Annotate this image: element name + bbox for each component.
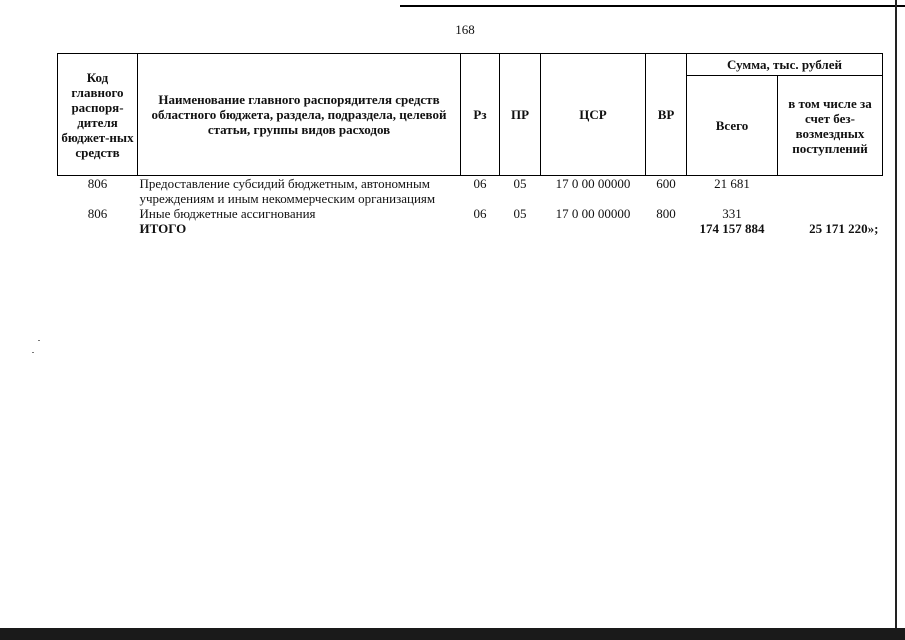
cell-name: Иные бюджетные ассигнования (139, 206, 316, 221)
scan-speck (32, 352, 34, 353)
cell-pr: 05 (513, 206, 527, 221)
header-incl: в том числе за счет без-возмездных поступлений (778, 76, 883, 176)
table-row (58, 176, 883, 207)
total-sum: 174 157 884 (699, 221, 765, 236)
cell-rz: 06 (473, 176, 487, 191)
cell-rz: 06 (473, 206, 487, 221)
cell-csr: 17 0 00 00000 (555, 176, 631, 191)
cell-pr: 05 (513, 176, 527, 191)
scan-bottom-border (0, 628, 905, 640)
cell-total: 21 681 (714, 176, 750, 191)
scan-speck (38, 340, 40, 341)
header-code: Код главного распоря-дителя бюджет-ных средств (58, 54, 138, 176)
header-sum: Сумма, тыс. рублей (687, 54, 883, 76)
total-label: ИТОГО (139, 221, 187, 236)
cell-vr: 600 (656, 176, 676, 191)
table-row (58, 206, 883, 221)
right-edge (895, 0, 897, 635)
header-total: Всего (687, 76, 778, 176)
cell-total: 331 (722, 206, 742, 221)
cell-code: 806 (87, 206, 108, 221)
page-number: 168 (455, 22, 475, 37)
header-pr: ПР (500, 54, 541, 176)
cell-name: Предоставление субсидий бюджетным, автономным учреждениям и иным некоммерческим организациям (139, 176, 436, 206)
total-incl: 25 171 220»; (809, 221, 879, 236)
header-name: Наименование главного распорядителя средств областного бюджета, раздела, подраздела, целевой статьи, группы видов расходов (138, 54, 461, 176)
cell-vr: 800 (656, 206, 676, 221)
cell-csr: 17 0 00 00000 (555, 206, 631, 221)
header-vr: ВР (646, 54, 687, 176)
total-row (58, 221, 883, 236)
cell-incl (778, 206, 883, 221)
cell-incl (778, 176, 883, 207)
header-rz: Рз (461, 54, 500, 176)
budget-table (57, 53, 883, 236)
header-csr: ЦСР (541, 54, 646, 176)
cell-code: 806 (87, 176, 108, 191)
top-rule (400, 5, 905, 7)
